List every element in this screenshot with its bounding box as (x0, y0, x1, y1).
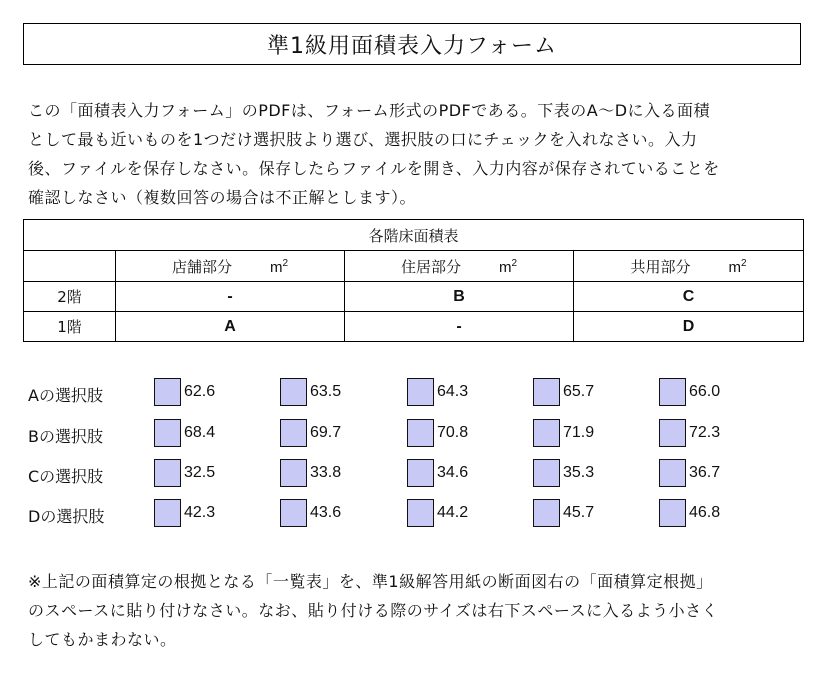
choice-row-b (28, 419, 808, 451)
table-cell: D (574, 312, 804, 342)
option-value: 45.7 (563, 504, 595, 521)
choice-option[interactable] (659, 459, 720, 487)
checkbox[interactable] (407, 378, 434, 406)
checkbox[interactable] (280, 378, 307, 406)
floor-area-table (23, 219, 804, 342)
unit-superscript: 2 (511, 257, 518, 269)
choice-option[interactable] (154, 419, 215, 447)
checkbox[interactable] (659, 459, 686, 487)
choice-row-label: Cの選択肢 (28, 467, 104, 486)
option-value: 72.3 (689, 424, 721, 441)
intro-line: この「面積表入力フォーム」のPDFは、フォーム形式のPDFである。下表のA～Dに入る面積 (28, 101, 711, 120)
checkbox[interactable] (659, 378, 686, 406)
checkbox[interactable] (154, 499, 181, 527)
choice-option[interactable] (533, 419, 594, 447)
checkbox[interactable] (533, 459, 560, 487)
unit-superscript: 2 (282, 257, 289, 269)
page-title-text: 準1級用面積表入力フォーム (267, 33, 557, 59)
unit-superscript: 2 (740, 257, 747, 269)
checkbox[interactable] (154, 378, 181, 406)
unit-label (728, 259, 746, 276)
header-label: 住居部分 (400, 257, 461, 276)
choice-option[interactable] (659, 419, 720, 447)
choice-option[interactable] (280, 459, 341, 487)
option-value: 70.8 (437, 424, 469, 441)
checkbox[interactable] (280, 499, 307, 527)
checkbox[interactable] (154, 419, 181, 447)
choice-option[interactable] (533, 378, 594, 406)
choice-row-a (28, 378, 808, 410)
table-cell: C (574, 282, 804, 312)
table-cell: - (345, 312, 574, 342)
choice-option[interactable] (407, 459, 468, 487)
option-value: 65.7 (563, 383, 595, 400)
intro-line: 確認しなさい（複数回答の場合は不正解とします）。 (28, 188, 417, 207)
option-value: 36.7 (689, 464, 721, 481)
table-cell: B (345, 282, 574, 312)
intro-paragraph (28, 96, 798, 212)
unit-text: m (269, 258, 283, 276)
choice-option[interactable] (659, 378, 720, 406)
table-caption: 各階床面積表 (24, 220, 804, 251)
option-value: 63.5 (310, 383, 342, 400)
choice-option[interactable] (280, 378, 341, 406)
floor-label: 2階 (24, 282, 116, 312)
option-value: 44.2 (437, 504, 469, 521)
table-header-empty (24, 251, 116, 282)
intro-line: 後、ファイルを保存しなさい。保存したらファイルを開き、入力内容が保存されていることを (28, 159, 720, 178)
choice-row-label: Bの選択肢 (28, 427, 103, 446)
checkbox[interactable] (659, 419, 686, 447)
choice-option[interactable] (280, 419, 341, 447)
option-value: 35.3 (563, 464, 595, 481)
unit-label (270, 259, 288, 276)
choice-row-d (28, 499, 808, 531)
checkbox[interactable] (533, 378, 560, 406)
option-value: 46.8 (689, 504, 721, 521)
checkbox[interactable] (154, 459, 181, 487)
checkbox[interactable] (659, 499, 686, 527)
choice-option[interactable] (407, 499, 468, 527)
checkbox[interactable] (407, 499, 434, 527)
table-row (24, 312, 804, 342)
unit-text: m (498, 258, 512, 276)
floor-label: 1階 (24, 312, 116, 342)
table-header-cell (116, 251, 345, 282)
checkbox[interactable] (280, 419, 307, 447)
choice-option[interactable] (154, 378, 215, 406)
intro-line: として最も近いものを1つだけ選択肢より選び、選択肢の口にチェックを入れなさい。入力 (28, 130, 698, 149)
choice-option[interactable] (533, 499, 594, 527)
checkbox[interactable] (280, 459, 307, 487)
option-value: 43.6 (310, 504, 342, 521)
option-value: 62.6 (184, 383, 216, 400)
option-value: 71.9 (563, 424, 595, 441)
choice-option[interactable] (154, 459, 215, 487)
option-value: 68.4 (184, 424, 216, 441)
choice-row-c (28, 459, 808, 491)
footnote-line: のスペースに貼り付けなさい。なお、貼り付ける際のサイズは右下スペースに入るよう小さく (28, 601, 719, 620)
checkbox[interactable] (533, 419, 560, 447)
table-row (24, 282, 804, 312)
option-value: 69.7 (310, 424, 342, 441)
checkbox[interactable] (407, 459, 434, 487)
choice-option[interactable] (407, 419, 468, 447)
unit-text: m (728, 258, 741, 276)
table-header-row (24, 251, 804, 282)
choice-option[interactable] (154, 499, 215, 527)
option-value: 33.8 (310, 464, 342, 481)
table-header-cell (574, 251, 804, 282)
choice-option[interactable] (659, 499, 720, 527)
choice-option[interactable] (280, 499, 341, 527)
table-header-cell (345, 251, 574, 282)
checkbox[interactable] (407, 419, 434, 447)
choice-option[interactable] (407, 378, 468, 406)
choice-option[interactable] (533, 459, 594, 487)
option-value: 42.3 (184, 504, 216, 521)
unit-label (499, 259, 517, 276)
table-cell: A (116, 312, 345, 342)
header-label: 共用部分 (630, 257, 691, 276)
choice-row-label: Aの選択肢 (28, 386, 103, 405)
checkbox[interactable] (533, 499, 560, 527)
option-value: 32.5 (184, 464, 216, 481)
option-value: 66.0 (689, 383, 721, 400)
option-value: 64.3 (437, 383, 469, 400)
header-label: 店舗部分 (171, 257, 232, 276)
footnote-line: してもかまわない。 (28, 630, 177, 649)
choice-row-label: Dの選択肢 (28, 507, 105, 526)
footnote (28, 567, 808, 654)
footnote-line: ※上記の面積算定の根拠となる「一覧表」を、準1級解答用紙の断面図右の「面積算定根拠」 (28, 572, 713, 591)
page-title (23, 23, 801, 65)
option-value: 34.6 (437, 464, 469, 481)
table-cell: - (116, 282, 345, 312)
